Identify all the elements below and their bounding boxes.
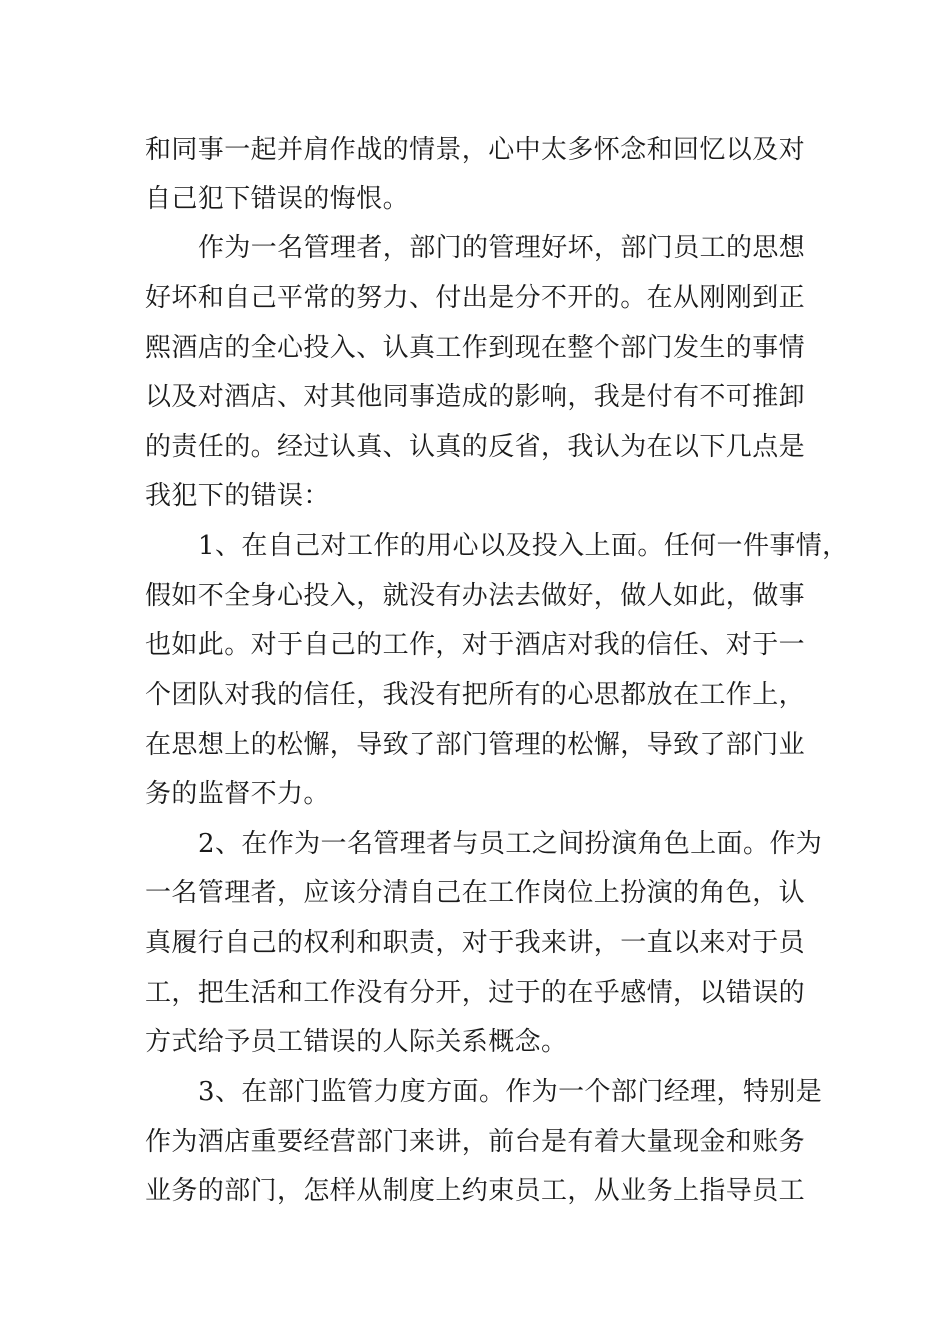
text-line: 熙酒店的全心投入、认真工作到现在整个部门发生的事情 bbox=[145, 333, 806, 363]
text-line: 在思想上的松懈，导致了部门管理的松懈，导致了部门业 bbox=[145, 730, 806, 760]
text-line: 自己犯下错误的悔恨。 bbox=[145, 184, 410, 214]
text-line: 我犯下的错误： bbox=[145, 481, 330, 511]
numbered-item-3-start: 3、在部门监管力度方面。作为一个部门经理，特别是 bbox=[198, 1077, 823, 1107]
text-line: 作为酒店重要经营部门来讲，前台是有着大量现金和账务 bbox=[145, 1127, 806, 1157]
text-line: 务的监督不力。 bbox=[145, 779, 330, 809]
text-line: 的责任的。经过认真、认真的反省，我认为在以下几点是 bbox=[145, 432, 806, 462]
text-line: 假如不全身心投入，就没有办法去做好，做人如此，做事 bbox=[145, 581, 806, 611]
text-line: 也如此。对于自己的工作，对于酒店对我的信任、对于一 bbox=[145, 630, 806, 660]
text-line: 好坏和自己平常的努力、付出是分不开的。在从刚刚到正 bbox=[145, 283, 806, 313]
numbered-item-2-start: 2、在作为一名管理者与员工之间扮演角色上面。作为 bbox=[198, 829, 823, 859]
text-line: 和同事一起并肩作战的情景，心中太多怀念和回忆以及对 bbox=[145, 135, 806, 165]
text-line: 个团队对我的信任，我没有把所有的心思都放在工作上， bbox=[145, 680, 806, 710]
text-line: 以及对酒店、对其他同事造成的影响，我是付有不可推卸 bbox=[145, 382, 806, 412]
text-line: 方式给予员工错误的人际关系概念。 bbox=[145, 1027, 568, 1057]
text-line: 工，把生活和工作没有分开，过于的在乎感情，以错误的 bbox=[145, 978, 806, 1008]
paragraph-start-line: 作为一名管理者，部门的管理好坏，部门员工的思想 bbox=[198, 233, 806, 263]
text-line: 一名管理者，应该分清自己在工作岗位上扮演的角色，认 bbox=[145, 878, 806, 908]
numbered-item-1-start: 1、在自己对工作的用心以及投入上面。任何一件事情， bbox=[198, 531, 849, 561]
text-line: 真履行自己的权利和职责，对于我来讲，一直以来对于员 bbox=[145, 928, 806, 958]
text-line: 业务的部门，怎样从制度上约束员工，从业务上指导员工 bbox=[145, 1176, 806, 1206]
